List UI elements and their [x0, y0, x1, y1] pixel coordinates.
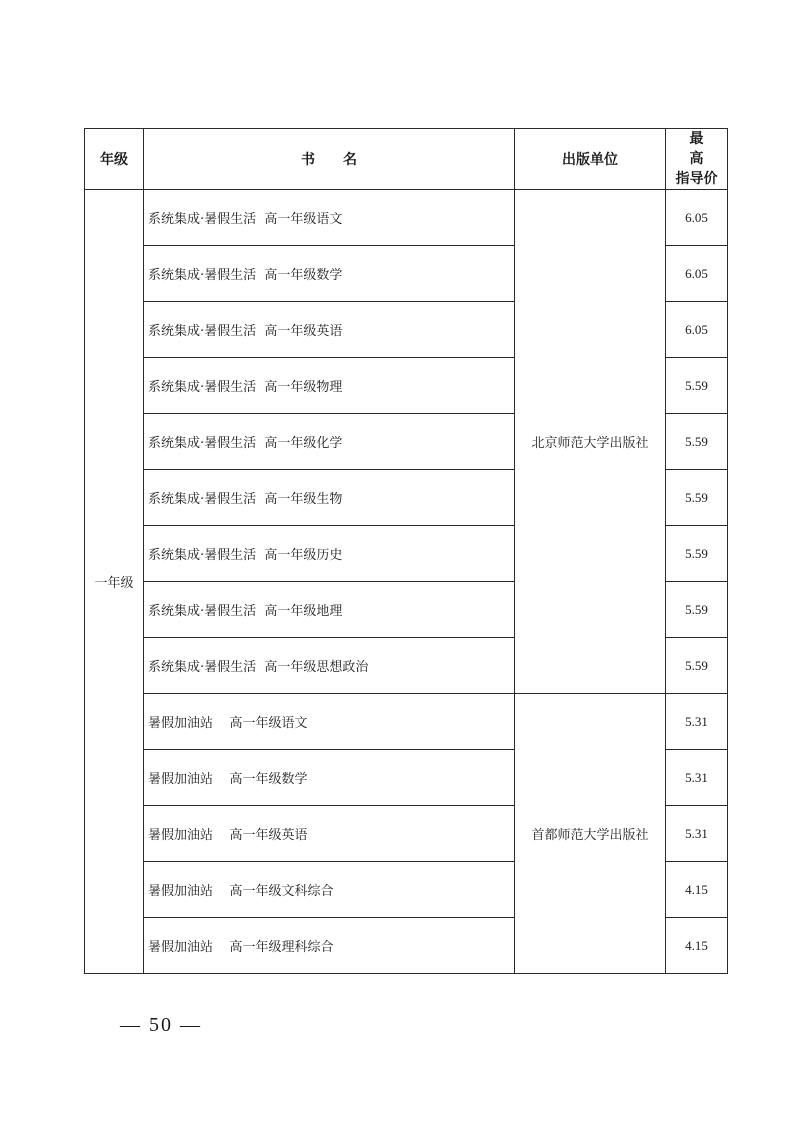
book-title-cell: 系统集成·暑假生活 高一年级英语 — [144, 302, 515, 358]
book-title-cell: 系统集成·暑假生活 高一年级物理 — [144, 358, 515, 414]
publisher-cell-group1: 北京师范大学出版社 — [515, 190, 666, 694]
book-title-cell: 系统集成·暑假生活 高一年级数学 — [144, 246, 515, 302]
header-book-name: 书名 — [144, 129, 515, 190]
grade-cell: 一年级 — [85, 190, 144, 974]
book-title-cell: 暑假加油站 高一年级数学 — [144, 750, 515, 806]
book-title-cell: 系统集成·暑假生活 高一年级语文 — [144, 190, 515, 246]
header-max-price-line1: 最高 — [689, 131, 720, 167]
price-cell: 6.05 — [666, 302, 728, 358]
header-grade: 年级 — [85, 129, 144, 190]
price-cell: 5.59 — [666, 638, 728, 694]
book-title-cell: 系统集成·暑假生活 高一年级思想政治 — [144, 638, 515, 694]
book-title-cell: 系统集成·暑假生活 高一年级历史 — [144, 526, 515, 582]
price-cell: 5.59 — [666, 358, 728, 414]
textbook-price-table — [84, 128, 728, 974]
book-title-cell: 系统集成·暑假生活 高一年级化学 — [144, 414, 515, 470]
book-title-cell: 系统集成·暑假生活 高一年级生物 — [144, 470, 515, 526]
price-cell: 4.15 — [666, 862, 728, 918]
table-header-row — [85, 129, 728, 190]
book-title-cell: 系统集成·暑假生活 高一年级地理 — [144, 582, 515, 638]
book-title-cell: 暑假加油站 高一年级英语 — [144, 806, 515, 862]
price-cell: 5.59 — [666, 470, 728, 526]
price-cell: 5.59 — [666, 414, 728, 470]
price-cell: 5.31 — [666, 694, 728, 750]
price-cell: 5.59 — [666, 582, 728, 638]
book-title-cell: 暑假加油站 高一年级文科综合 — [144, 862, 515, 918]
price-cell: 4.15 — [666, 918, 728, 974]
table-row — [85, 190, 728, 246]
price-cell: 5.31 — [666, 806, 728, 862]
book-title-cell: 暑假加油站 高一年级理科综合 — [144, 918, 515, 974]
price-cell: 6.05 — [666, 190, 728, 246]
table-row — [85, 694, 728, 750]
header-max-price-line2: 指导价 — [675, 171, 718, 187]
price-cell: 6.05 — [666, 246, 728, 302]
page-number: — 50 — — [120, 1014, 202, 1036]
price-cell: 5.59 — [666, 526, 728, 582]
header-publisher: 出版单位 — [515, 129, 666, 190]
header-max-price — [666, 129, 728, 190]
publisher-cell-group2: 首都师范大学出版社 — [515, 694, 666, 974]
book-title-cell: 暑假加油站 高一年级语文 — [144, 694, 515, 750]
price-cell: 5.31 — [666, 750, 728, 806]
